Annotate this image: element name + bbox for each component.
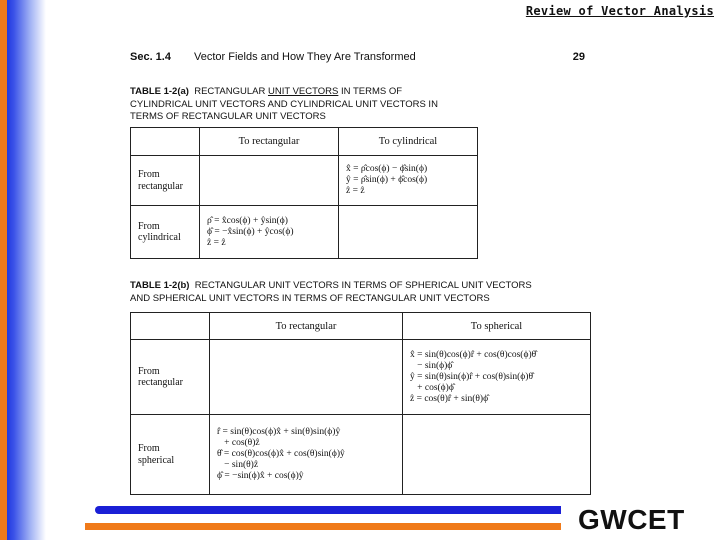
table-b-caption-line2: AND SPHERICAL UNIT VECTORS IN TERMS OF RECTANGULAR UNIT VECTORS [130,292,490,304]
row-label-line: From [138,443,160,454]
gwcet-logo: GWCET [578,504,685,535]
equation-line: ϕ̂ = −sin(ϕ)x̂ + cos(ϕ)ŷ [217,471,304,481]
table-a-caption-pre: RECTANGULAR [194,86,268,97]
equation-line: ρ̂ = x̂cos(ϕ) + ŷsin(ϕ) [207,215,288,226]
slide-title: Review of Vector Analysis [525,4,714,18]
equation-line: θ̂ = cos(θ)cos(ϕ)x̂ + cos(θ)sin(ϕ)ŷ [217,449,345,459]
section-title: Vector Fields and How They Are Transformed [194,51,416,63]
table-b-empty-cell [210,340,403,415]
row-label-line: rectangular [138,377,183,388]
footer-orange-bar [85,523,561,530]
table-b [130,312,591,495]
equation-line: x̂ = sin(θ)cos(ϕ)r̂ + cos(θ)cos(ϕ)θ̂ [410,349,537,360]
table-a-caption-underlined: UNIT VECTORS [267,86,339,97]
table-a-caption [130,86,438,124]
table-b-row-from-spherical [131,415,210,495]
table-a-empty-cell [200,156,339,206]
equation-line: ẑ = ẑ [207,237,226,248]
table-b-rect-to-sph-equations [403,340,591,415]
table-a-row-from-rectangular [131,156,200,206]
row-label-line: From [138,220,160,232]
row-label-line: rectangular [138,180,183,192]
table-b-empty-cell [403,415,591,495]
table-b-caption-line1: RECTANGULAR UNIT VECTORS IN TERMS OF SPHERICAL UNIT VECTORS [194,280,532,291]
table-b-col-to-rectangular: To rectangular [210,313,403,340]
table-a [130,127,478,259]
equation-line: ϕ̂ = −x̂sin(ϕ) + ŷcos(ϕ) [207,226,294,237]
row-label-line: cylindrical [138,232,181,243]
equation-line: − sin(θ)ẑ [217,460,259,470]
table-b-row-from-rectangular [131,340,210,415]
table-b-sph-to-rect-equations [210,415,403,495]
equation-line: ŷ = sin(θ)sin(ϕ)r̂ + cos(θ)sin(ϕ)θ̂ [410,371,534,382]
table-b-corner [131,313,210,340]
page-number: 29 [572,51,585,63]
equation-line: ŷ = ρ̂sin(ϕ) + ϕ̂cos(ϕ) [346,175,428,185]
table-a-col-to-rectangular: To rectangular [200,128,339,156]
table-b-label: TABLE 1-2(b) [130,280,190,291]
table-a-caption-post: IN TERMS OF [338,86,403,97]
equation-line: − sin(ϕ)ϕ̂ [410,360,453,371]
table-a-caption-line2: CYLINDRICAL UNIT VECTORS AND CYLINDRICAL UNIT VECTORS IN [130,98,438,110]
table-a-caption-line3: TERMS OF RECTANGULAR UNIT VECTORS [130,111,326,122]
table-a-col-to-cylindrical: To cylindrical [339,128,478,156]
row-label-line: spherical [138,454,175,466]
section-number: Sec. 1.4 [130,51,171,63]
table-a-rect-to-cyl-equations [339,156,478,206]
equation-line: + cos(ϕ)ϕ̂ [410,382,454,393]
table-b-caption [130,280,532,305]
page-header [130,51,585,67]
equation-line: + cos(θ)ẑ [217,438,260,448]
equation-line: ẑ = cos(θ)r̂ + sin(θ)ϕ̂ [410,393,489,404]
left-orange-stripe [0,0,7,540]
table-a-row-from-cylindrical [131,206,200,259]
table-b-col-to-spherical: To spherical [403,313,591,340]
table-a-empty-cell [339,206,478,259]
row-label-line: From [138,169,160,180]
table-a-corner [131,128,200,156]
table-a-label: TABLE 1-2(a) [130,86,189,97]
equation-line: x̂ = ρ̂cos(ϕ) − ϕ̂sin(ϕ) [346,164,428,174]
footer-blue-bar [95,506,561,514]
equation-line: ẑ = ẑ [346,186,365,196]
equation-line: r̂ = sin(θ)cos(ϕ)x̂ + sin(θ)sin(ϕ)ŷ [217,427,341,437]
row-label-line: From [138,365,160,377]
table-a-cyl-to-rect-equations [200,206,339,259]
